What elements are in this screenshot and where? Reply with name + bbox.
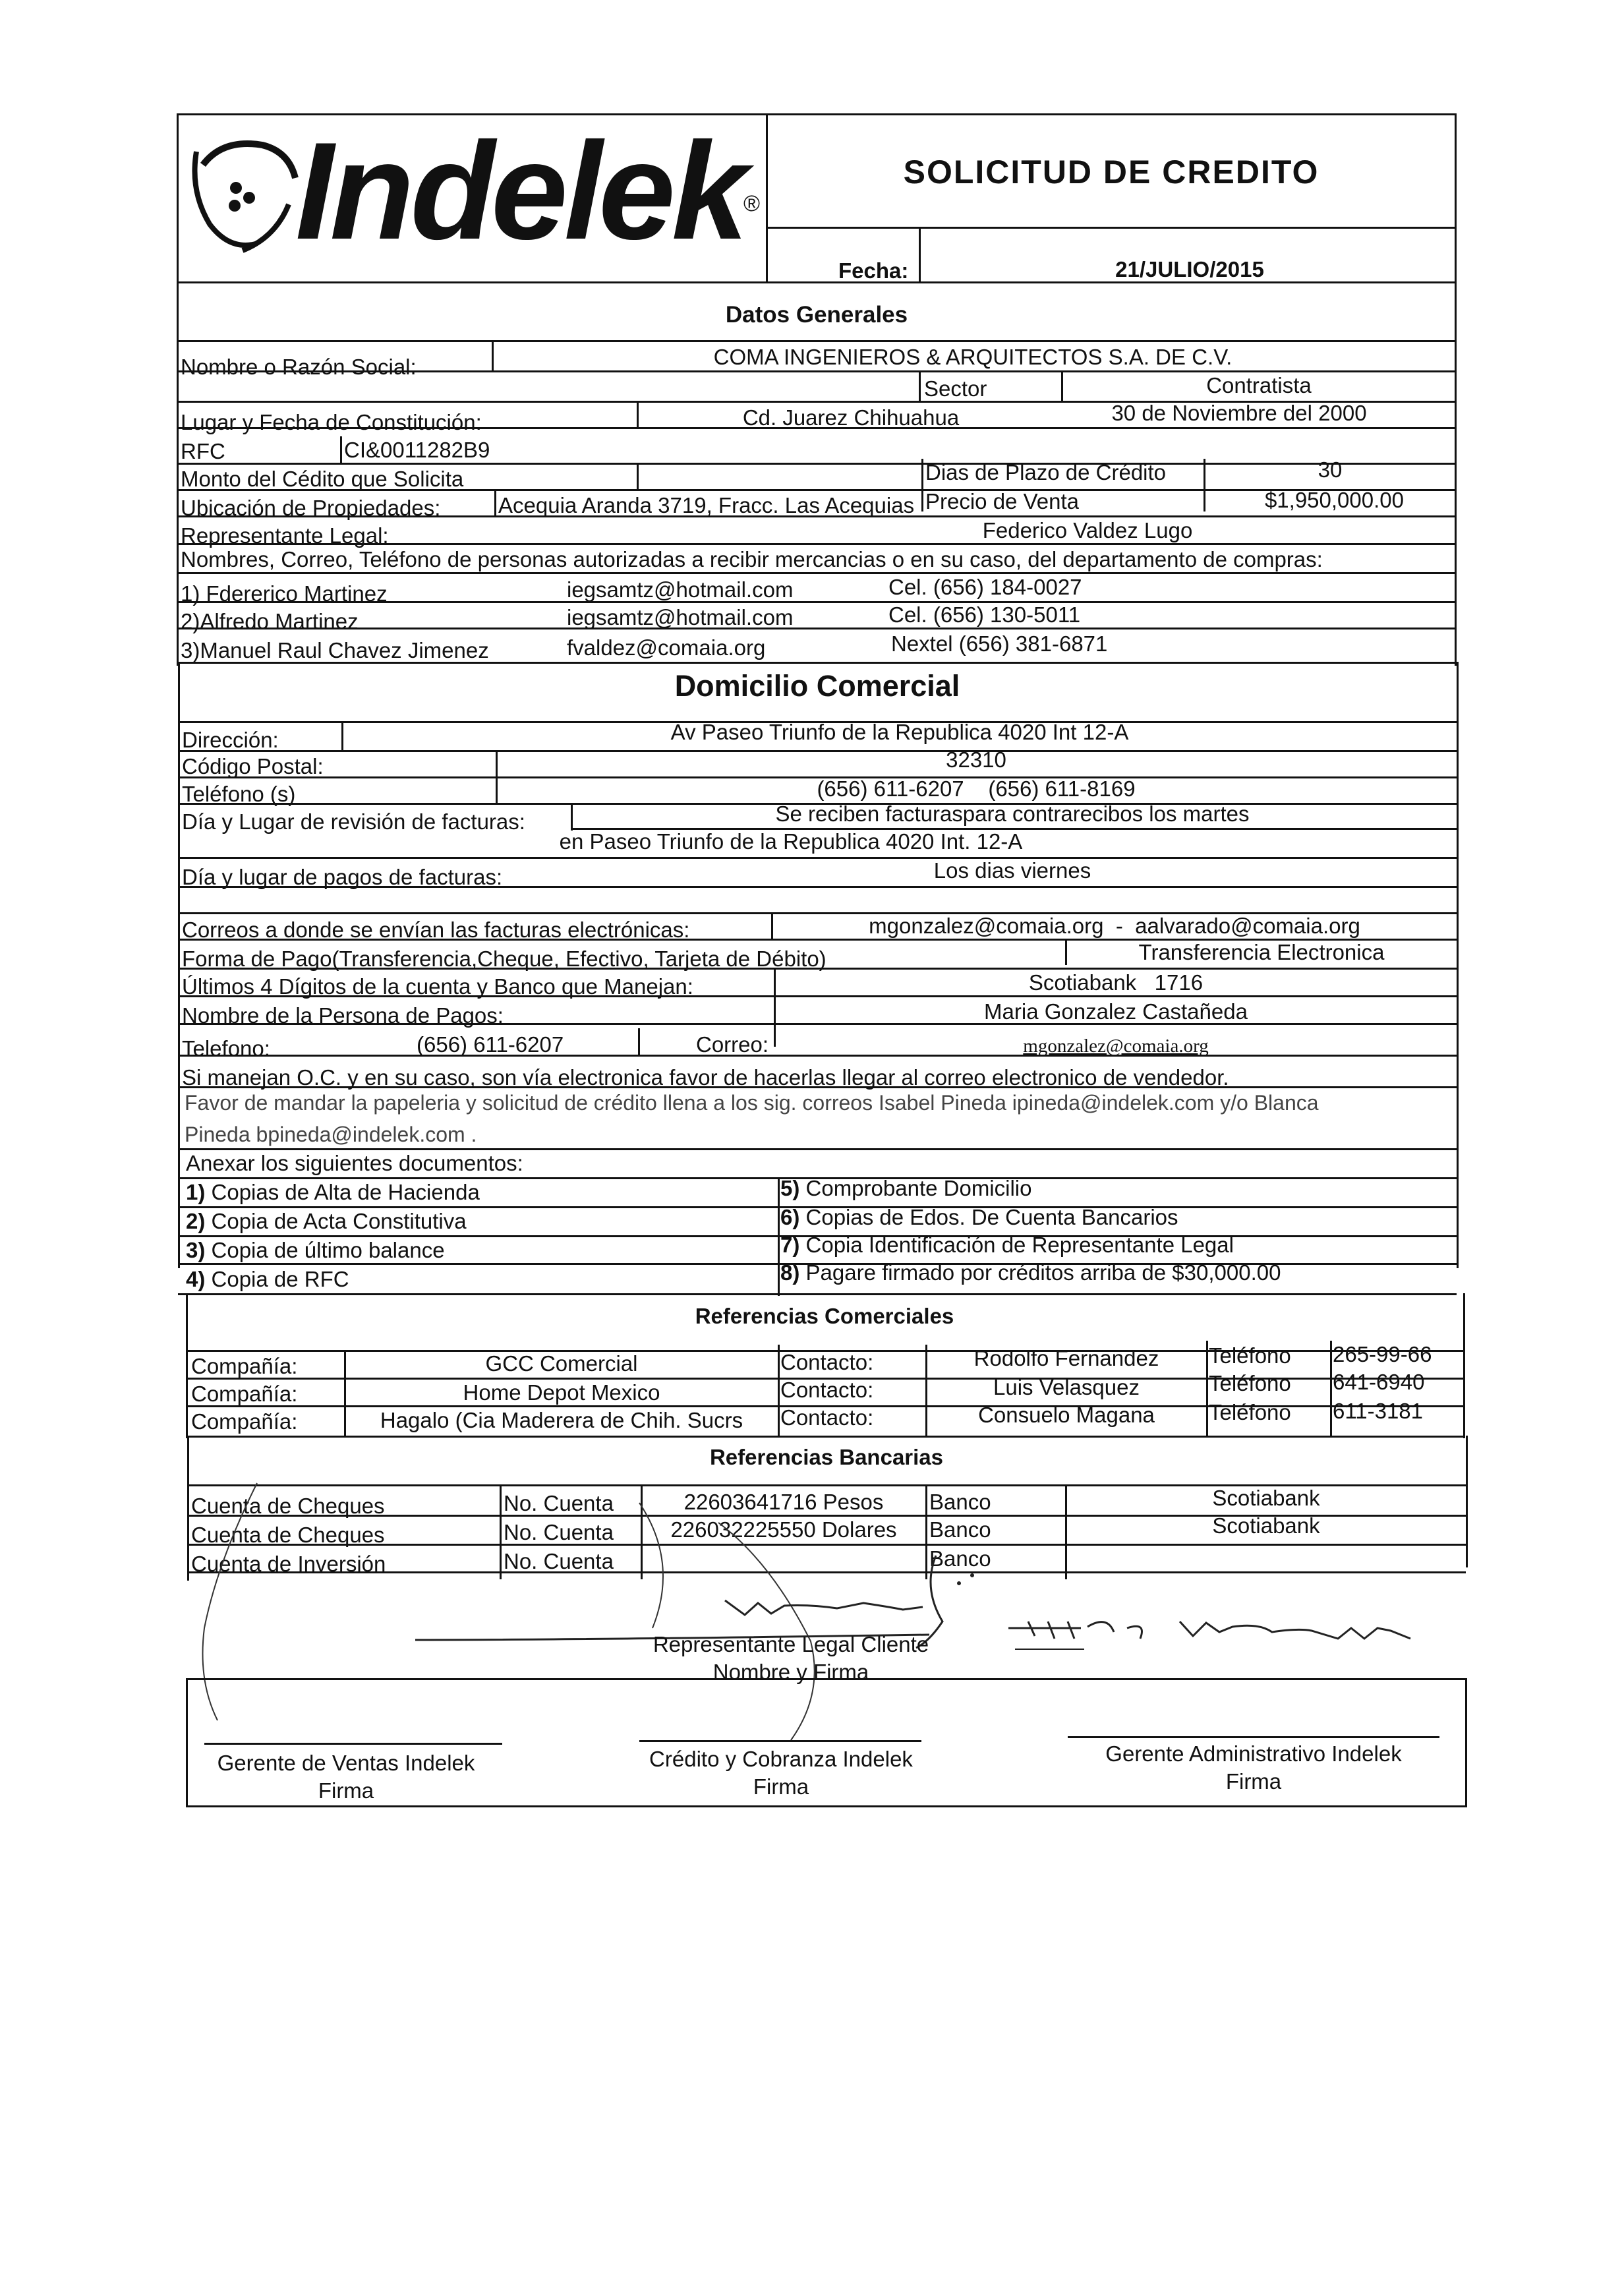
datos-generales-title: Datos Generales	[725, 302, 908, 328]
rfc-value: CI&0011282B9	[344, 438, 490, 462]
plazo-label: Dias de Plazo de Crédito	[925, 460, 1167, 484]
refban-2-type: Cuenta de Cheques	[191, 1523, 385, 1547]
autorizados-label: Nombres, Correo, Teléfono de personas autorizadas a recibir mercancias o en su caso, del departamento de compras:	[181, 547, 1323, 571]
refcom-3-contact-label: Contacto:	[780, 1405, 874, 1430]
refcom-1-contact-label: Contacto:	[780, 1350, 874, 1374]
firma-admin-line1: Gerente Administrativo Indelek	[1105, 1741, 1402, 1766]
row-line	[178, 1086, 1457, 1088]
form-title: SOLICITUD DE CREDITO	[903, 154, 1320, 190]
firma-ventas-line1: Gerente de Ventas Indelek	[217, 1751, 475, 1775]
anexo-3-text: Copia de último balance	[205, 1238, 445, 1262]
plazo-value: 30	[1318, 457, 1343, 482]
correo-value: mgonzalez@comaia.org	[1023, 1036, 1209, 1057]
correos-label: Correos a donde se envían las facturas electrónicas:	[182, 918, 690, 942]
refcom-right-border	[1463, 1293, 1465, 1438]
cp-label: Código Postal:	[182, 754, 324, 778]
sector-value: Contratista	[1206, 373, 1312, 397]
refban-2-number: 226032225550 Dolares	[670, 1517, 897, 1542]
cell-divider	[921, 459, 923, 511]
refban-2-bank: Scotiabank	[1212, 1513, 1320, 1538]
note-mandar-1: Favor de mandar la papeleria y solicitud de crédito llena a los sig. correos Isabel Pineda ipineda@indelek.com y/o Blanca	[185, 1091, 1319, 1115]
anexo-5-text: Comprobante Domicilio	[799, 1176, 1032, 1200]
lugar-label: Lugar y Fecha de Constitución:	[181, 410, 482, 434]
refban-3-no-label: No. Cuenta	[504, 1549, 614, 1573]
firma-admin-line2: Firma	[1225, 1769, 1282, 1794]
row-line	[178, 1148, 1457, 1150]
date-label: Fecha:	[838, 258, 909, 283]
anexo-8-num: 8)	[780, 1260, 800, 1285]
header-divider	[766, 113, 768, 283]
row-line	[177, 662, 1457, 664]
revision-label: Día y Lugar de revisión de facturas:	[182, 809, 525, 834]
row-line	[178, 1055, 1457, 1057]
autorizado-3-name: 3)Manuel Raul Chavez Jimenez	[181, 638, 489, 662]
lugar-value: Cd. Juarez Chihuahua	[742, 405, 960, 430]
refcom-3-phone: 611-3181	[1333, 1399, 1424, 1423]
indelek-logo	[183, 113, 763, 283]
pagos-value: Los dias viernes	[933, 858, 1091, 883]
anexo-3	[186, 1238, 445, 1263]
refcom-3-label: Compañía:	[191, 1409, 298, 1434]
anexo-1-text: Copias de Alta de Hacienda	[205, 1180, 480, 1204]
firma-cliente-line1: Representante Legal Cliente	[652, 1632, 929, 1656]
row-line	[177, 370, 1457, 372]
telefono2-value: (656) 611-6207	[417, 1032, 564, 1057]
razon-social-label: Nombre o Razón Social:	[181, 355, 417, 379]
autorizado-1-phone: Cel. (656) 184-0027	[888, 575, 1082, 599]
refban-1-number: 22603641716 Pesos	[683, 1490, 884, 1514]
anexo-6-text: Copias de Edos. De Cuenta Bancarios	[799, 1205, 1178, 1229]
refban-1-bank: Scotiabank	[1212, 1486, 1320, 1510]
cell-divider	[340, 436, 342, 463]
refcom-2-label: Compañía:	[191, 1382, 298, 1406]
autorizado-2-name: 2)Alfredo Martinez	[181, 609, 359, 633]
correos-value: mgonzalez@comaia.org - aalvarado@comaia.org	[869, 914, 1360, 938]
refcom-1-label: Compañía:	[191, 1354, 298, 1378]
row-line	[178, 968, 1457, 970]
ubicacion-value: Acequia Aranda 3719, Fracc. Las Acequias	[498, 493, 915, 517]
cell-divider	[637, 463, 639, 489]
firma-ventas-line2: Firma	[318, 1778, 374, 1803]
row-line	[177, 601, 1457, 603]
row-line	[178, 995, 1457, 997]
cell-divider	[919, 370, 921, 401]
domicilio-title: Domicilio Comercial	[674, 669, 960, 703]
refban-2-bank-label: Banco	[929, 1517, 991, 1542]
autorizado-3-email: fvaldez@comaia.org	[567, 635, 766, 660]
anexo-6-num: 6)	[780, 1205, 800, 1229]
row-line	[177, 340, 1457, 342]
refcom-2-contact: Luis Velasquez	[993, 1375, 1140, 1399]
telefono-label: Teléfono (s)	[182, 782, 296, 806]
forma-pago-label: Forma de Pago(Transferencia,Cheque, Efectivo, Tarjeta de Débito)	[182, 947, 826, 971]
anexo-1-num: 1)	[186, 1180, 206, 1204]
telefono2-label: Telefono:	[182, 1036, 270, 1061]
refban-1-type: Cuenta de Cheques	[191, 1494, 385, 1518]
direccion-value: Av Paseo Triunfo de la Republica 4020 Int 12-A	[670, 720, 1129, 744]
refban-3-type: Cuenta de Inversión	[191, 1552, 386, 1576]
refcom-2-company: Home Depot Mexico	[463, 1380, 660, 1405]
digitos-value: Scotiabank 1716	[1028, 970, 1204, 995]
anexo-2-num: 2)	[186, 1209, 206, 1233]
monto-label: Monto del Cédito que Solicita	[181, 467, 464, 491]
anexo-3-num: 3)	[186, 1238, 206, 1262]
telefono-value: (656) 611-6207 (656) 611-8169	[817, 776, 1136, 801]
direccion-label: Dirección:	[182, 728, 279, 752]
anexo-2-text: Copia de Acta Constitutiva	[205, 1209, 467, 1233]
autorizado-3-phone: Nextel (656) 381-6871	[891, 631, 1108, 656]
header-title-underline	[766, 227, 1457, 229]
autorizado-1-email: iegsamtz@hotmail.com	[567, 577, 794, 602]
pagos-label: Día y lugar de pagos de facturas:	[182, 865, 503, 889]
cell-divider	[1204, 459, 1205, 485]
firma-ventas-line	[204, 1743, 502, 1745]
refcom-1-phone: 265-99-66	[1333, 1342, 1432, 1366]
refcom-1-company: GCC Comercial	[485, 1351, 638, 1376]
anexos-label: Anexar los siguientes documentos:	[186, 1151, 523, 1175]
indelek-swirl-icon	[183, 125, 302, 257]
refban-3-bank-label: Banco	[929, 1546, 991, 1571]
anexo-8	[780, 1260, 1281, 1285]
row-line	[178, 1293, 1457, 1295]
anexo-5	[780, 1176, 1031, 1201]
cell-divider	[638, 1028, 640, 1055]
anexo-1	[186, 1180, 480, 1205]
ubicacion-label: Ubicación de Propiedades:	[181, 496, 441, 520]
sector-label: Sector	[924, 376, 987, 401]
note-mandar-2: Pineda bpineda@indelek.com .	[185, 1123, 477, 1146]
row-line	[178, 886, 1457, 888]
anexo-6	[780, 1205, 1178, 1230]
logo-wordmark: Indelek	[295, 113, 745, 268]
refcom-2-phone: 641-6940	[1333, 1370, 1425, 1394]
refcom-3-company: Hagalo (Cia Maderera de Chih. Sucrs	[380, 1408, 743, 1432]
row-line	[177, 515, 1457, 517]
fecha-constitucion-value: 30 de Noviembre del 2000	[1111, 401, 1367, 425]
anexo-4-num: 4)	[186, 1267, 206, 1291]
autorizado-2-email: iegsamtz@hotmail.com	[567, 605, 794, 629]
rfc-label: RFC	[181, 439, 225, 463]
cell-divider	[494, 489, 496, 515]
cp-value: 32310	[946, 747, 1006, 772]
revision-value-2: en Paseo Triunfo de la Republica 4020 Int. 12-A	[559, 829, 1023, 854]
domicilio-right-border	[1457, 662, 1459, 1268]
anexo-7-num: 7)	[780, 1233, 800, 1257]
precio-label: Precio de Venta	[925, 489, 1079, 513]
razon-social-value: COMA INGENIEROS & ARQUITECTOS S.A. DE C.V.	[713, 345, 1232, 369]
refcom-2-contact-label: Contacto:	[780, 1378, 874, 1402]
date-divider	[919, 227, 921, 283]
firma-credito-line1: Crédito y Cobranza Indelek	[649, 1747, 913, 1771]
anexo-8-text: Pagare firmado por créditos arriba de $30,000.00	[799, 1260, 1281, 1285]
representante-label: Representante Legal:	[181, 523, 389, 548]
cell-divider	[1206, 1341, 1208, 1437]
precio-value: $1,950,000.00	[1264, 488, 1404, 512]
anexo-4-text: Copia de RFC	[205, 1267, 349, 1291]
ref-bancarias-title: Referencias Bancarias	[709, 1445, 944, 1469]
ref-comerciales-title: Referencias Comerciales	[695, 1304, 954, 1328]
anexo-2	[186, 1209, 467, 1234]
anexo-7-text: Copia Identificación de Representante Legal	[799, 1233, 1234, 1257]
correo-label: Correo:	[696, 1032, 769, 1057]
registered-mark: ®	[743, 191, 761, 216]
row-line	[178, 1023, 1457, 1025]
refban-1-no-label: No. Cuenta	[504, 1491, 614, 1515]
refcom-3-phone-label: Teléfono	[1209, 1400, 1291, 1424]
revision-value: Se reciben facturaspara contrarecibos los martes	[775, 802, 1250, 826]
refban-2-no-label: No. Cuenta	[504, 1520, 614, 1544]
anexo-7	[780, 1233, 1234, 1258]
refcom-3-contact: Consuelo Magana	[978, 1403, 1155, 1427]
firma-admin-line	[1068, 1736, 1439, 1738]
anexo-4	[186, 1267, 349, 1292]
date-value: 21/JULIO/2015	[1115, 257, 1264, 281]
row-line	[177, 572, 1457, 574]
firma-credito-line	[639, 1740, 921, 1742]
persona-pagos-label: Nombre de la Persona de Pagos:	[182, 1003, 504, 1028]
refcom-2-phone-label: Teléfono	[1209, 1371, 1291, 1395]
autorizado-2-phone: Cel. (656) 130-5011	[888, 602, 1081, 627]
cell-divider	[778, 1345, 780, 1437]
refban-1-bank-label: Banco	[929, 1490, 991, 1514]
refcom-1-contact: Rodolfo Fernandez	[973, 1346, 1159, 1370]
note-oc: Si manejan O.C. y en su caso, son vía electronica favor de hacerlas llegar al correo electronico de vendedor.	[182, 1065, 1229, 1090]
digitos-label: Últimos 4 Dígitos de la cuenta y Banco que Manejan:	[182, 974, 693, 999]
representante-value: Federico Valdez Lugo	[982, 518, 1193, 542]
firma-cliente-line2: Nombre y Firma	[712, 1660, 869, 1684]
firma-credito-line2: Firma	[753, 1774, 809, 1799]
forma-pago-value: Transferencia Electronica	[1138, 940, 1385, 964]
refcom-1-phone-label: Teléfono	[1209, 1343, 1291, 1368]
row-line	[177, 543, 1457, 545]
persona-pagos-value: Maria Gonzalez Castañeda	[984, 999, 1248, 1024]
cell-divider	[1330, 1341, 1332, 1437]
autorizado-1-name: 1) Fdererico Martinez	[181, 581, 388, 606]
row-line	[177, 628, 1457, 629]
row-line	[177, 427, 1457, 429]
anexo-5-num: 5)	[780, 1176, 800, 1200]
cell-divider	[1204, 485, 1205, 511]
